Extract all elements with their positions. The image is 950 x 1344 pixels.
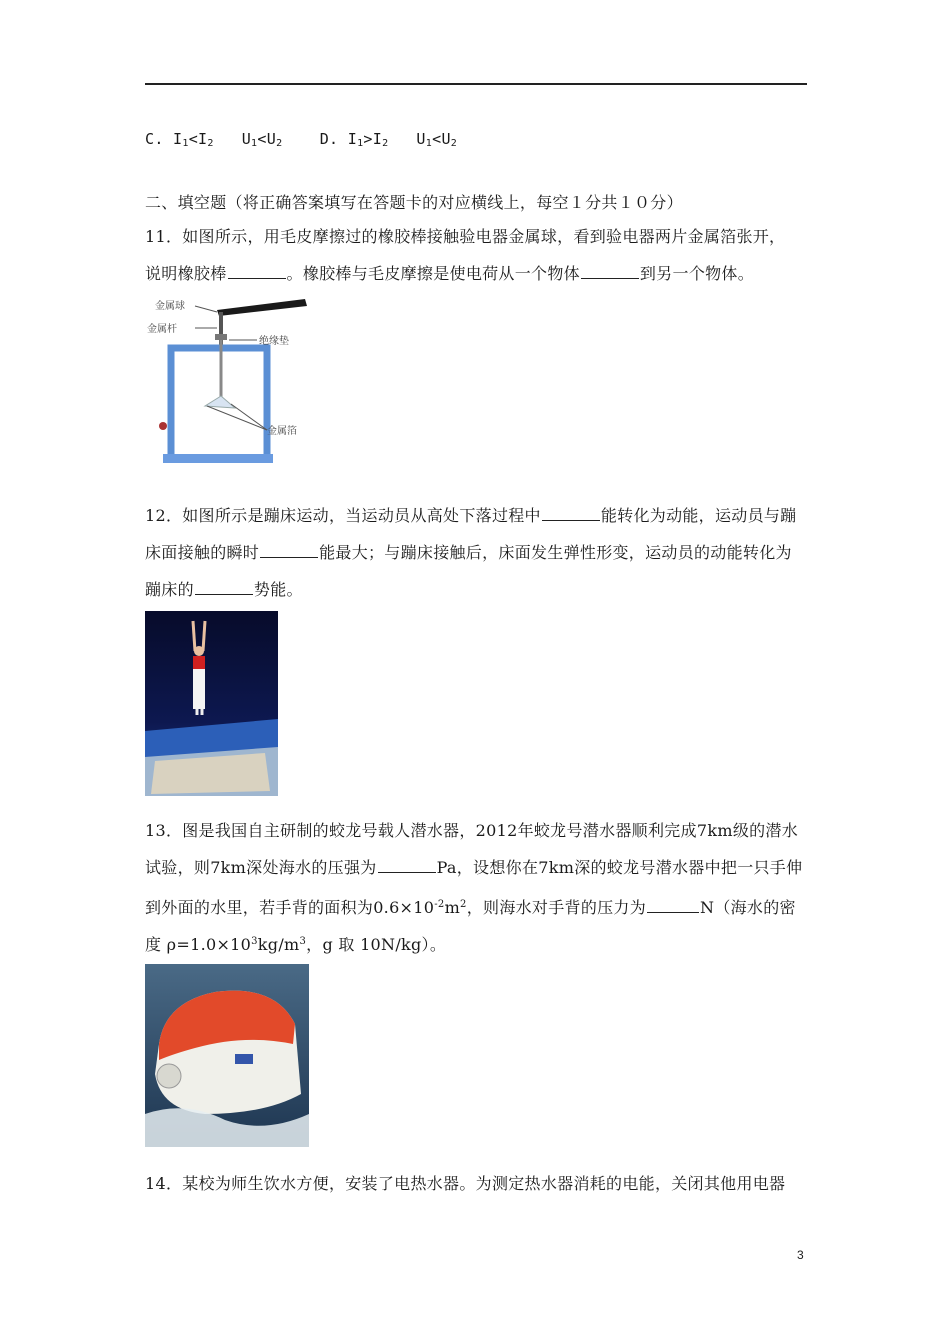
q11-line-2: 说明橡胶棒 。橡胶棒与毛皮摩擦是使电荷从一个物体 到另一个物体。	[145, 264, 755, 283]
q11-line-1: 11．如图所示，用毛皮摩擦过的橡胶棒接触验电器金属球，看到验电器两片金属箔张开，	[145, 227, 786, 246]
q13-line-4: 度 $\rho=1.0\times 10^3kg/m^3$，g 取 10N/kg）。	[145, 935, 447, 954]
header-rule	[145, 83, 807, 85]
q12-line-3: 蹦床的 势能。	[145, 580, 303, 599]
label-insulator: 绝缘垫	[259, 336, 289, 347]
section-title: 二、填空题（将正确答案填写在答题卡的对应横线上，每空１分共１０分）	[145, 193, 683, 212]
answer-blank[interactable]	[195, 580, 253, 595]
q13-line-3: 到外面的水里，若手背的面积为$0.6\times 10^{-2}m^2$，则海水对手背的压力为 N（海水的密	[145, 898, 796, 917]
mc-options-line: C. $I_1<I_2$ $U_1<U_2$ D. $I_1>I_2$ $U_1<U_2$	[145, 130, 458, 149]
trampoline-photo	[145, 611, 278, 796]
submersible-photo	[145, 964, 309, 1147]
label-metal-foil: 金属箔	[267, 426, 297, 437]
q13-line-1: 13．图是我国自主研制的蛟龙号载人潜水器，2012年蛟龙号潜水器顺利完成7km级的潜水	[145, 821, 799, 840]
label-metal-ball: 金属球	[155, 301, 185, 312]
answer-blank[interactable]	[581, 264, 639, 279]
q14-line-1: 14．某校为师生饮水方便，安装了电热水器。为测定热水器消耗的电能，关闭其他用电器	[145, 1174, 786, 1193]
answer-blank[interactable]	[228, 264, 286, 279]
page-number: 3	[797, 1248, 804, 1262]
q13-line-2: 试验，则7km深处海水的压强为 Pa，设想你在7km深的蛟龙号潜水器中把一只手伸	[145, 858, 803, 877]
answer-blank[interactable]	[378, 858, 436, 873]
electroscope-figure	[145, 296, 310, 468]
q12-line-1: 12．如图所示是蹦床运动，当运动员从高处下落过程中 能转化为动能，运动员与蹦	[145, 506, 797, 525]
answer-blank[interactable]	[542, 506, 600, 521]
answer-blank[interactable]	[647, 898, 699, 913]
answer-blank[interactable]	[260, 543, 318, 558]
label-metal-rod: 金属杆	[147, 324, 177, 335]
q12-line-2: 床面接触的瞬时 能最大；与蹦床接触后，床面发生弹性形变，运动员的动能转化为	[145, 543, 792, 562]
